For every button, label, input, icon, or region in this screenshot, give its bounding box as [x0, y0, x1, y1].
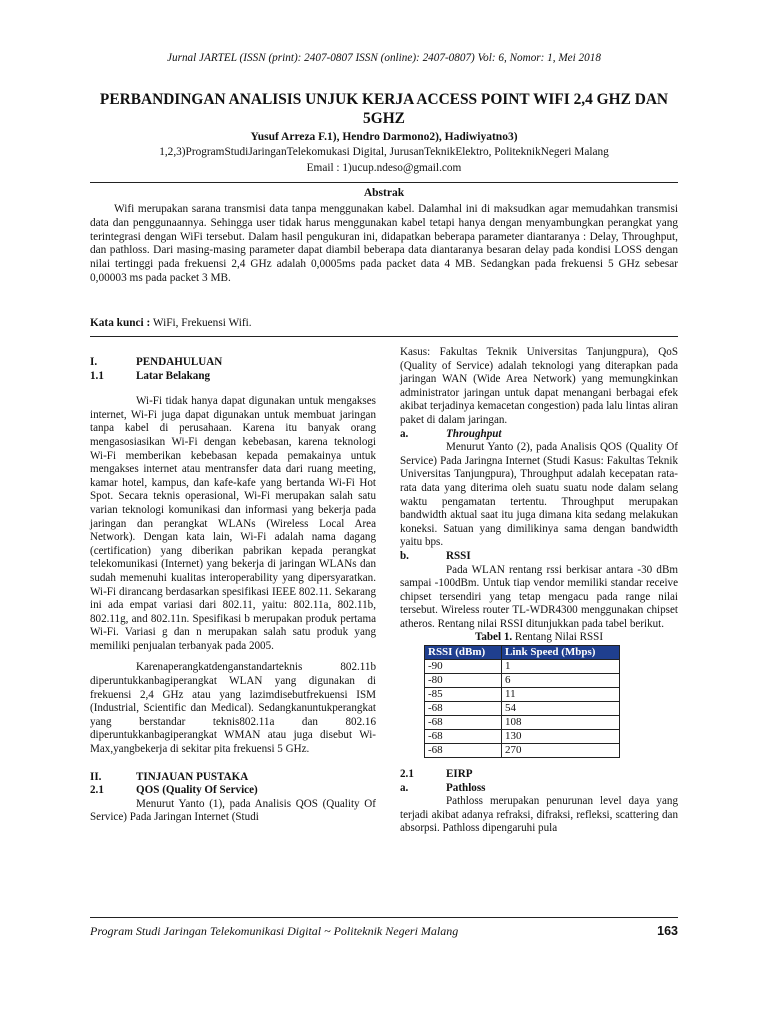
keywords-label: Kata kunci :: [90, 317, 151, 329]
rssi-cell: -68: [425, 716, 502, 730]
right-column: [400, 346, 678, 836]
subsection-number: 1.1: [90, 369, 104, 382]
table-caption: [400, 631, 678, 645]
subsection-title: Throughput: [446, 427, 502, 440]
rssi-cell: -80: [425, 674, 502, 688]
subsection-number: 2.1: [90, 784, 104, 797]
paragraph: Pada WLAN rentang rssi berkisar antara -30 dBm sampai -100dBm. Untuk tiap vendor memiliki standar receive chipset tersendiri yang tetap mengacu pada range nilai tersebut. Wireless router TL-WDR4300 menggunakan chipset atheros. Rentang nilai RSSI ditunjukkan pada tabel berikut.: [400, 563, 678, 630]
subsection-heading: [400, 782, 678, 796]
abstract-text: Wifi merupakan sarana transmisi data tanpa menggunakan kabel. Dalamhal ini di maksudkan agar memudahkan transmisi data dan penggunaannya. Sehingga user tidak harus menggunakan kabel tetapi hanya dengan menyambungkan perangkat yang terintegrasi dengan WiFi tersebut. Dalam hasil pengukuran ini, didapatkan beberapa parameter diantaranya : Delay, Throughput, dan pathloss. Dari masing-masing parameter dapat diambil beberapa data diantaranya besaran delay pada kondisi LOSS dengan nilai tertinggi pada frekuensi 2,4 GHz adalah 0,0005ms pada packet data 4 MB. Sedangkan pada frekuensi 5 GHz sebesar 0,00003 ms pada packet 3 MB.: [90, 203, 678, 284]
email: Email : 1)ucup.ndeso@gmail.com: [306, 162, 462, 174]
left-column: [90, 356, 376, 825]
section-title: TINJAUAN PUSTAKA: [136, 770, 249, 783]
link-speed-cell: 11: [502, 688, 620, 702]
section-heading: [90, 356, 376, 370]
table-row: [425, 674, 620, 688]
paragraph: Kasus: Fakultas Teknik Universitas Tanjungpura), QoS (Quality of Service) adalah teknologi yang diterapkan pada jaringan WAN (Wide Area Network) yang memungkinkan administrator jaringan untuk dapat menangani berbagai efek akibat terjadinya kemacetan congestion) pada lalu lintas aliran paket di dalam jaringan.: [400, 346, 678, 426]
subsection-heading: [90, 784, 376, 798]
rssi-cell: -85: [425, 688, 502, 702]
table-row: [425, 716, 620, 730]
rssi-cell: -90: [425, 660, 502, 674]
subsection-title: EIRP: [446, 768, 473, 781]
journal-header: Jurnal JARTEL (ISSN (print): 2407-0807 ISSN (online): 2407-0807) Vol: 6, Nomor: 1, Mei 2018: [167, 52, 601, 64]
page-number: 163: [657, 924, 678, 938]
link-speed-cell: 108: [502, 716, 620, 730]
footer-rule: [90, 917, 678, 918]
paragraph: Menurut Yanto (1), pada Analisis QOS (Quality Of Service) Pada Jaringan Internet (Studi: [90, 797, 376, 824]
subsection-number: a.: [400, 781, 409, 794]
keywords-value: WiFi, Frekuensi Wifi.: [150, 317, 252, 329]
link-speed-cell: 54: [502, 702, 620, 716]
subsection-title: RSSI: [446, 549, 471, 562]
abstract-heading: Abstrak: [363, 187, 405, 199]
section-heading: [90, 771, 376, 785]
subsection-heading: [90, 370, 376, 384]
keywords-rule: [90, 336, 678, 337]
subsection-number: a.: [400, 427, 409, 440]
link-speed-cell: 1: [502, 660, 620, 674]
keywords: [90, 317, 678, 329]
subsection-heading: [400, 550, 678, 564]
paragraph: Pathloss merupakan penurunan level daya yang terjadi akibat adanya refraksi, difraksi, refleksi, scattering dan absorpsi. Pathloss dipengaruhi pula: [400, 795, 678, 835]
footer-text: Program Studi Jaringan Telekomunikasi Digital ~ Politeknik Negeri Malang: [90, 924, 459, 938]
paragraph: Wi-Fi tidak hanya dapat digunakan untuk mengakses internet, Wi-Fi juga dapat digunakan untuk membuat jaringan tanpa kabel di perusahaan. Karena itu banyak orang mengasosiasikan Wi-Fi dengan kebebasan, karena teknologi Wi-Fi memberikan kebebasan kepada pemakainya untuk mengakses internet atau mentransfer data dari ruang meeting, kamar hotel, kampus, dan kafe-kafe yang bertanda Wi-Fi Hot Spot. Secara teknis operasional, Wi-Fi merupakan salah satu varian teknologi komunikasi dan informasi yang bekerja pada jaringan dan perangkat WLANs (Wireless Local Area Network). Dengan kata lain, Wi-Fi adalah nama dagang (certification) yang diberikan pabrikan kepada perangkat telekomunikasi (Internet) yang bekerja di jaringan WLANs dan sudah memenuhi kualitas interoperability yang dipersyaratkan. Wi-Fi dirancang berdasarkan spesifikasi IEEE 802.11. Sekarang ini ada empat variasi dari 802.11, yaitu: 802.11a, 802.11b, 802.11g, and 802.11n. Spesifikasi b merupakan produk pertama Wi-Fi. Variasi g dan n merupakan salah satu produk yang memiliki penjualan terbanyak pada 2005.: [90, 395, 376, 652]
paper-title: PERBANDINGAN ANALISIS UNJUK KERJA ACCESS POINT WIFI 2,4 GHZ DAN 5GHZ: [99, 91, 669, 127]
subsection-title: Pathloss: [446, 781, 486, 794]
table-row: [425, 702, 620, 716]
abstract-top-rule: [90, 182, 678, 183]
rssi-table: [424, 645, 620, 758]
subsection-title: QOS (Quality Of Service): [136, 784, 258, 797]
rssi-cell: -68: [425, 730, 502, 744]
affiliation: 1,2,3)ProgramStudiJaringanTelekomukasi Digital, JurusanTeknikElektro, PoliteknikNegeri Malang: [159, 146, 609, 158]
section-number: I.: [90, 356, 98, 368]
paragraph: Menurut Yanto (2), pada Analisis QOS (Quality Of Service) Pada Jaringna Internet (Studi Kasus: Fakultas Teknik Universitas Tanjungpura), Throughput adalah kecepatan rata-rata data yang diterima oleh suatu suatu node dalam selang waktu pengamatan tertentu. Throughput merupakan bandwidth aktual saat itu juga dimana kita sedang melakukan koneksi. Satuan yang dimilikinya sama dengan bandwidth yaitu bps.: [400, 441, 678, 549]
subsection-heading: [400, 768, 678, 782]
link-speed-cell: 270: [502, 744, 620, 758]
table-header-row: [425, 646, 620, 660]
paragraph: Karenaperangkatdenganstandarteknis 802.11b diperuntukkanbagiperangkat WLAN yang digunakan di frekuensi 2,4 GHz atau yang lazimdisebutfrekuensi ISM (Industrial, Scientific dan Medical). Sedangkanuntukperangkat yang berstandar teknis802.11a dan 802.16 diperuntukkanbagiperangkat WMAN atau juga disebut Wi-Max,yangbekerja di sekitar pita frekuensi 5 GHz.: [90, 661, 376, 756]
table-caption-text: Rentang Nilai RSSI: [512, 631, 604, 644]
subsection-number: b.: [400, 549, 409, 562]
section-number: II.: [90, 770, 102, 783]
table-header-cell: Link Speed (Mbps): [502, 646, 620, 660]
table-row: [425, 688, 620, 702]
subsection-number: 2.1: [400, 768, 414, 781]
table-row: [425, 730, 620, 744]
link-speed-cell: 130: [502, 730, 620, 744]
table-row: [425, 744, 620, 758]
subsection-title: Latar Belakang: [136, 369, 211, 382]
table-header-cell: RSSI (dBm): [425, 646, 502, 660]
subsection-heading: [400, 428, 678, 442]
authors: Yusuf Arreza F.1), Hendro Darmono2), Hadiwiyatno3): [250, 131, 518, 143]
table-caption-label: Tabel 1.: [474, 631, 513, 644]
rssi-cell: -68: [425, 702, 502, 716]
link-speed-cell: 6: [502, 674, 620, 688]
rssi-cell: -68: [425, 744, 502, 758]
section-title: PENDAHULUAN: [136, 356, 223, 368]
table-row: [425, 660, 620, 674]
